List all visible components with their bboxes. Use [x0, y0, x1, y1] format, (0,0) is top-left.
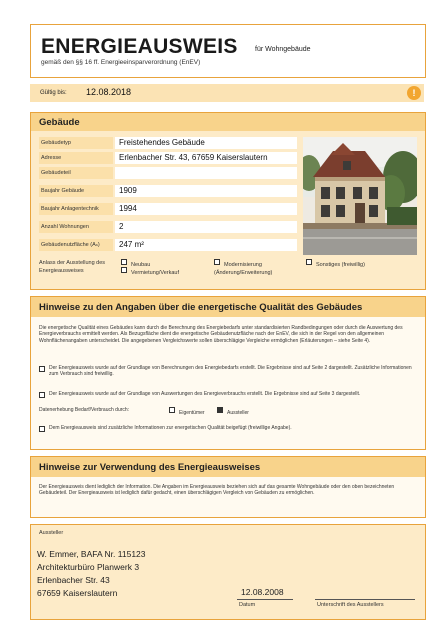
- option-verbrauch-text: Der Energieausweis wurde auf der Grundlage von Auswertungen des Energieverbrauchs erstellt. Die Ergebnisse sind auf Seite 3 dargestellt.: [49, 391, 361, 397]
- checkbox-icon[interactable]: [39, 392, 45, 398]
- option-bedarf-text: Der Energieausweis wurde auf der Grundlage von Berechnungen des Energiebedarfs erstellt. Die Ergebnisse sind auf Seite 2 dargestellt. Zusätzliche Informationen zum Verbrauch sind freiwillig.: [49, 365, 412, 378]
- row-label: Baujahr Anlagentechnik: [39, 203, 113, 215]
- row-label: Anzahl Wohnungen: [39, 221, 113, 233]
- hinweise-angaben-header: [31, 297, 425, 317]
- building-photo: [303, 137, 417, 255]
- validity-value: 12.08.2018: [86, 87, 132, 97]
- aussteller-section: [30, 524, 426, 620]
- hinweise-verwendung-text: Der Energieausweis dient lediglich der Information. Die Angaben im Energieausweis beziehen sich auf das gesamte Wohngebäude oder den oben bezeichneten Gebäudeteil. Der Energieausweis ist lediglich dafür gedacht, einen überschlägigen Vergleich von Gebäuden zu ermöglichen.: [39, 484, 395, 497]
- signature-label: Unterschrift des Ausstellers: [317, 602, 384, 608]
- row-value: [115, 167, 297, 179]
- row-value: 247 m²: [115, 239, 297, 251]
- gebaeude-section: [30, 112, 426, 290]
- checkbox-aussteller[interactable]: [217, 407, 249, 417]
- row-value: Erlenbacher Str. 43, 67659 Kaiserslautern: [115, 152, 297, 164]
- row-nutzflaeche: [39, 239, 297, 251]
- row-value: 1909: [115, 185, 297, 197]
- checkbox-label: Modernisierung (Änderung/Erweiterung): [214, 262, 273, 276]
- checkbox-label: Sonstiges (freiwillig): [316, 262, 365, 268]
- row-anzahl-wohnungen: [39, 221, 297, 233]
- row-gebaeudetyp: [39, 137, 297, 149]
- hinweise-verwendung-section: [30, 456, 426, 518]
- title-suffix: für Wohngebäude: [255, 46, 311, 53]
- option-bedarf[interactable]: [39, 365, 417, 378]
- validity-label: Gültig bis:: [40, 90, 67, 96]
- row-label: Gebäudenutzfläche (Aₙ): [39, 239, 113, 251]
- checkbox-icon[interactable]: [121, 259, 127, 265]
- anlass-label: Anlass der Ausstellung des Energieausweises: [39, 260, 106, 274]
- hinweise-verwendung-header: [31, 457, 425, 477]
- row-label: Gebäudeteil: [39, 167, 113, 179]
- option-zusatzinfo-text: Dem Energieausweis sind zusätzliche Informationen zur energetischen Qualität beigefügt (freiwillige Angabe).: [49, 425, 292, 431]
- checkbox-icon[interactable]: [39, 366, 45, 372]
- option-verbrauch[interactable]: [39, 391, 417, 397]
- option-zusatzinfo[interactable]: [39, 425, 417, 431]
- aussteller-line: 67659 Kaiserslautern: [37, 588, 118, 598]
- checkbox-vermietung[interactable]: [121, 267, 179, 277]
- checkbox-eigentuemer[interactable]: [169, 407, 205, 417]
- checkbox-icon[interactable]: [169, 407, 175, 413]
- signature-line: [315, 599, 415, 600]
- row-baujahr-gebaeude: [39, 185, 297, 197]
- gebaeude-heading: Gebäude: [39, 117, 80, 128]
- checkbox-icon[interactable]: [121, 267, 127, 273]
- gebaeude-header: [31, 113, 425, 131]
- document-subtitle: gemäß den §§ 16 ff. Energieeinsparverordnung (EnEV): [41, 59, 201, 66]
- aussteller-line: Erlenbacher Str. 43: [37, 575, 110, 585]
- checkbox-sonstiges[interactable]: [306, 259, 365, 269]
- checkbox-icon[interactable]: [214, 259, 220, 265]
- hinweise-intro-text: Die energetische Qualität eines Gebäudes kann durch die Berechnung des Energiebedarfs unter standardisierten Randbedingungen oder durch die Auswertung des Energieverbrauchs ermittelt werden. Als Bezugsfläche dient die energetische Gebäudenutzfläche nach der EnEV, die sich in der Regel von den allgemeinen Wohnflächenangaben unterscheidet. Die angegebenen Vergleichswerte sollen überschlägige Vergleiche ermöglichen (Erläuterungen – siehe Seite 4).: [39, 325, 403, 344]
- checkbox-label: Eigentümer: [179, 410, 205, 416]
- aussteller-line: Architekturbüro Planwerk 3: [37, 562, 140, 572]
- building-photo-drawing: [303, 137, 417, 255]
- checkbox-icon[interactable]: [39, 426, 45, 432]
- checkbox-icon[interactable]: [306, 259, 312, 265]
- row-gebaeudeteil: [39, 167, 297, 179]
- datenerhebung-label: Datenerhebung Bedarf/Verbrauch durch:: [39, 407, 130, 413]
- date-label: Datum: [239, 602, 256, 608]
- aussteller-line: W. Emmer, BAFA Nr. 115123: [37, 549, 146, 559]
- row-label: Gebäudetyp: [39, 137, 113, 149]
- hinweise-angaben-heading: Hinweise zu den Angaben über die energetische Qualität des Gebäudes: [39, 302, 363, 313]
- document-header: [30, 24, 426, 78]
- issue-date: 12.08.2008: [241, 587, 284, 597]
- row-label: Baujahr Gebäude: [39, 185, 113, 197]
- checkbox-checked-icon[interactable]: [217, 407, 223, 413]
- row-value: Freistehendes Gebäude: [115, 137, 297, 149]
- date-line: [237, 599, 293, 600]
- row-adresse: [39, 152, 297, 164]
- hinweise-verwendung-heading: Hinweise zur Verwendung des Energieausweises: [39, 462, 261, 473]
- checkbox-label: Vermietung/Verkauf: [131, 270, 180, 276]
- checkbox-modernisierung[interactable]: [214, 259, 300, 277]
- row-baujahr-anlagentechnik: [39, 203, 297, 215]
- info-icon: !: [407, 86, 421, 100]
- row-label: Adresse: [39, 152, 113, 164]
- row-value: 2: [115, 221, 297, 233]
- aussteller-label: Aussteller: [39, 530, 64, 536]
- validity-band: [30, 84, 424, 102]
- row-value: 1994: [115, 203, 297, 215]
- document-title: ENERGIEAUSWEIS: [41, 35, 238, 58]
- hinweise-angaben-section: [30, 296, 426, 450]
- checkbox-label: Aussteller: [227, 410, 249, 416]
- checkbox-label: Neubau: [131, 262, 151, 268]
